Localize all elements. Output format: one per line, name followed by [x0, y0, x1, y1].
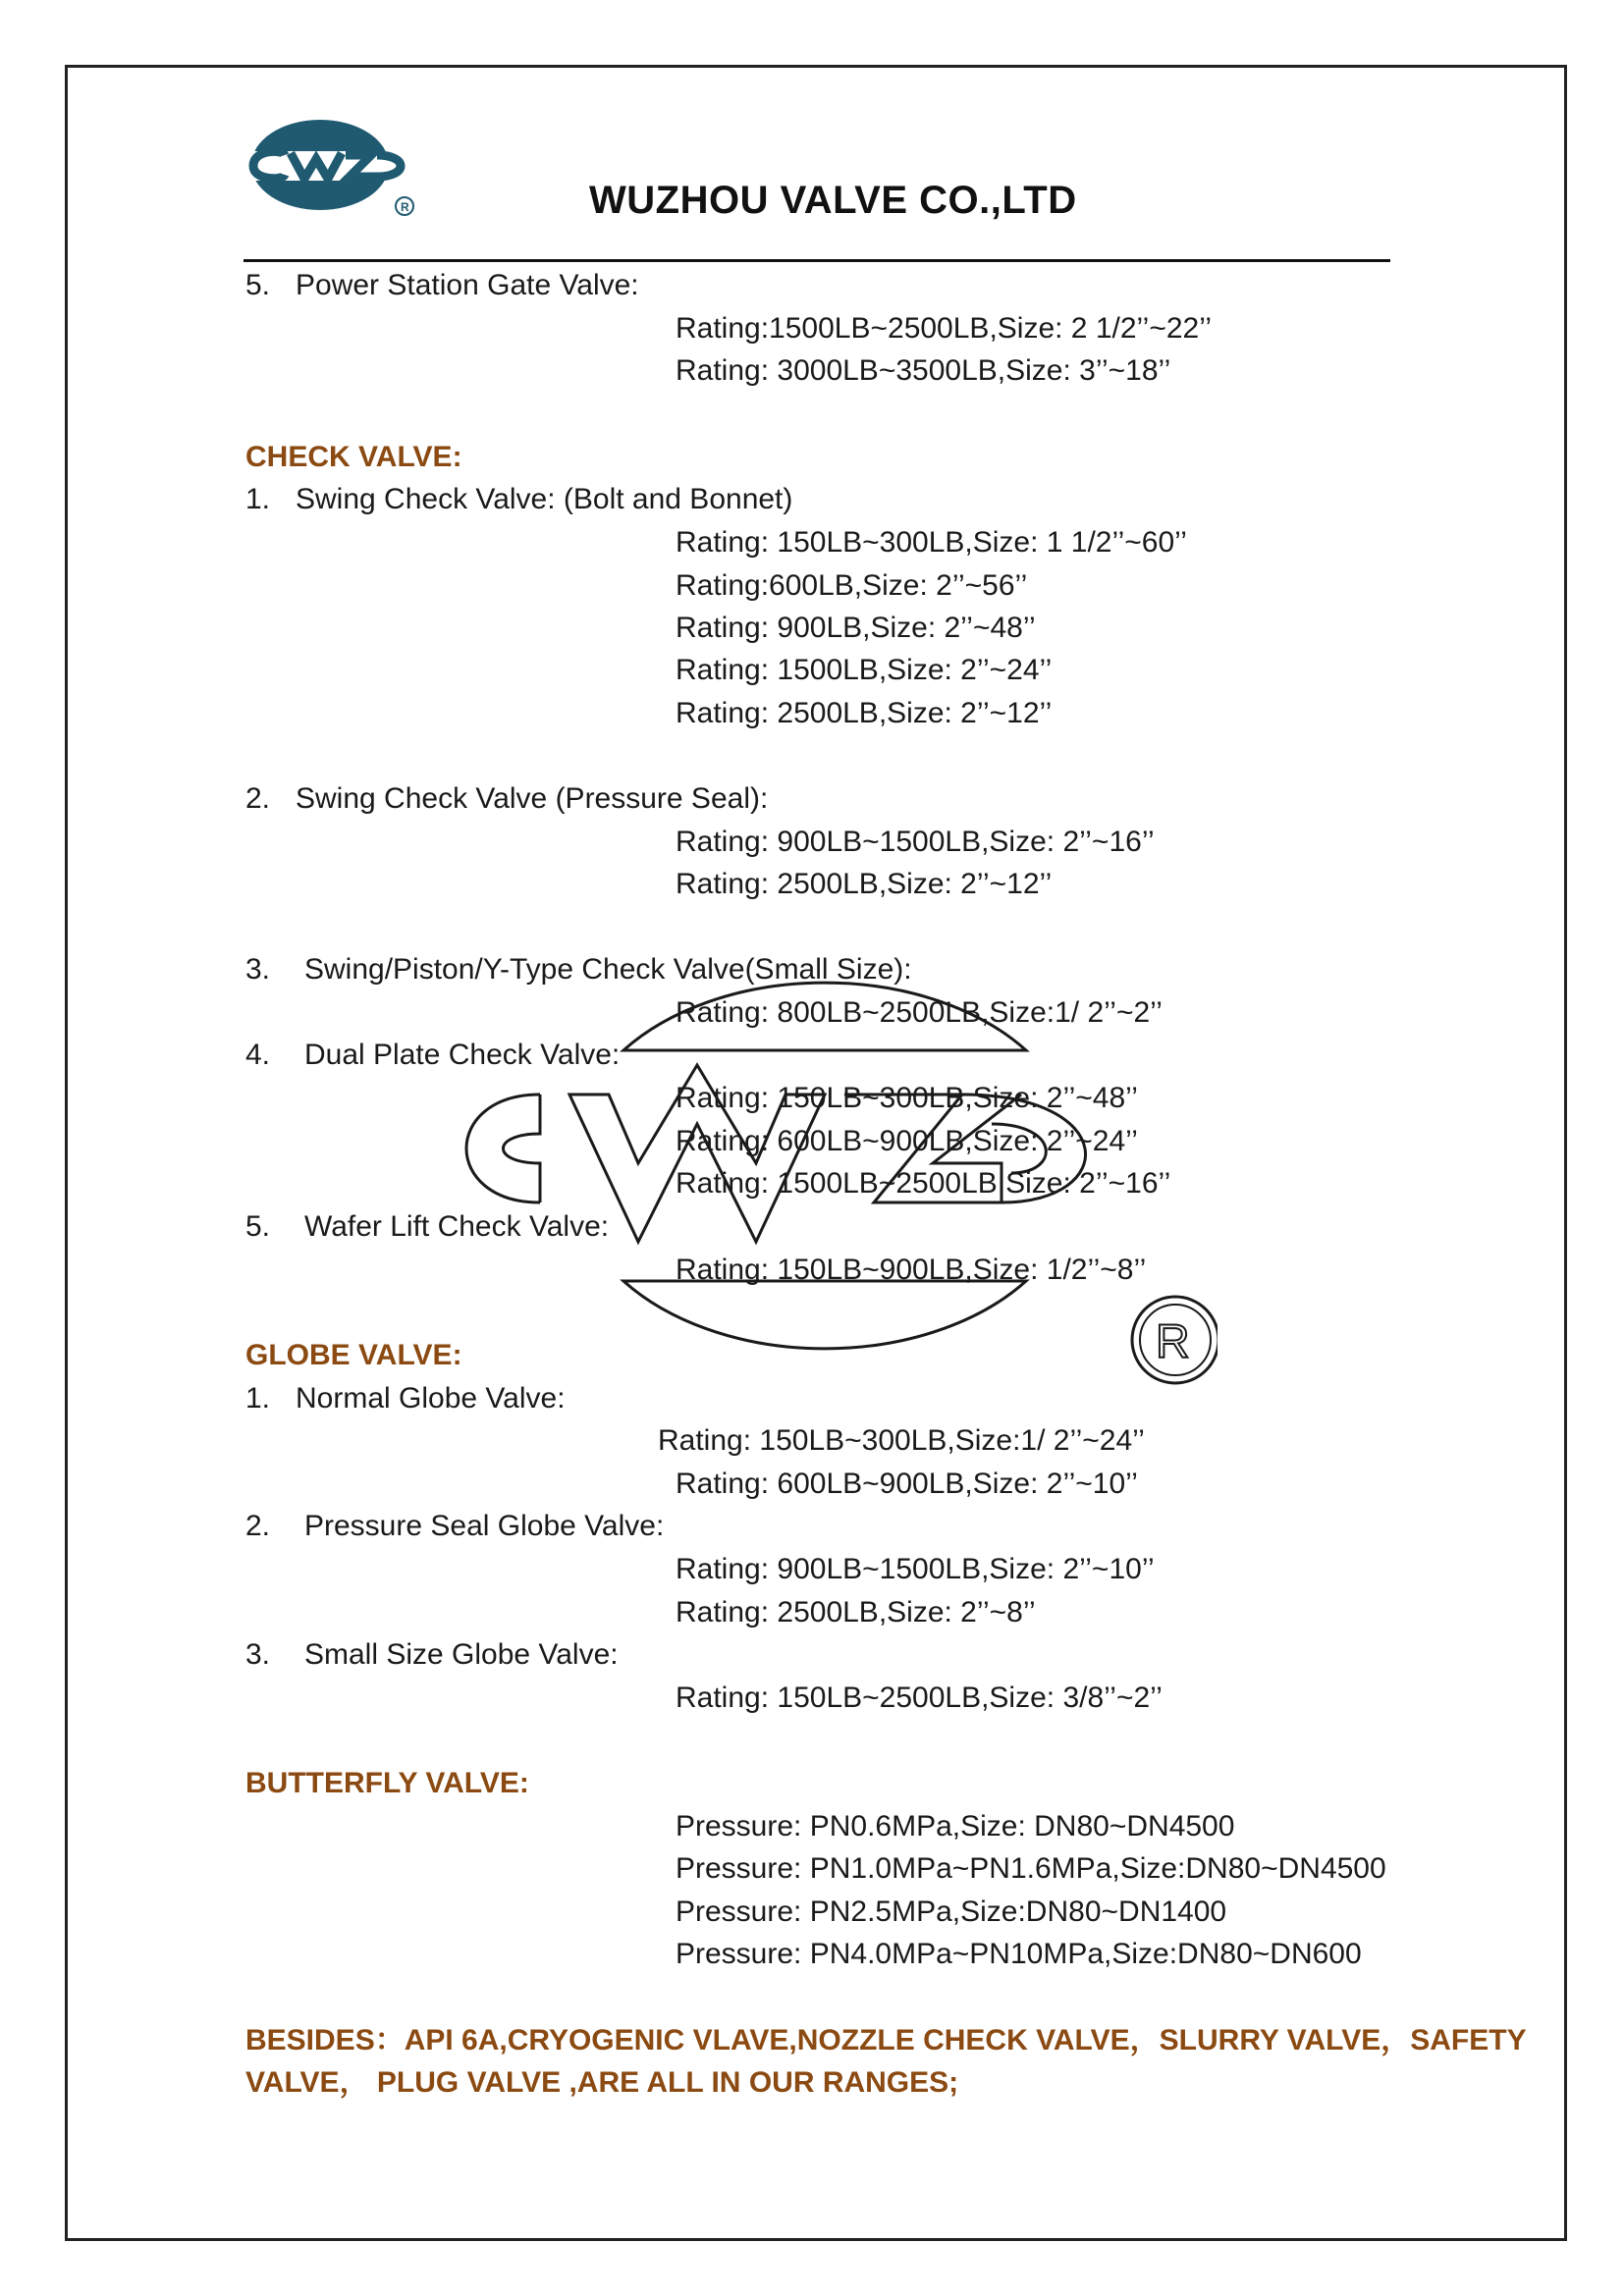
check-valve-heading: CHECK VALVE: [245, 441, 462, 473]
company-name: WUZHOU VALVE CO.,LTD [589, 179, 1077, 222]
pressure-line: Pressure: PN0.6MPa,Size: DN80~DN4500 [676, 1810, 1235, 1842]
globe-item-1-number: 1. [245, 1382, 271, 1415]
check-item-4-title: Dual Plate Check Valve: [304, 1039, 621, 1071]
rating-line: Rating: 600LB~900LB,Size: 2’’~24’’ [676, 1125, 1138, 1157]
pressure-line: Pressure: PN1.0MPa~PN1.6MPa,Size:DN80~DN4500 [676, 1852, 1386, 1885]
rating-line: Rating: 150LB~2500LB,Size: 3/8’’~2’’ [676, 1682, 1163, 1714]
globe-item-3-number: 3. [245, 1638, 271, 1671]
check-item-3-number: 3. [245, 953, 271, 986]
check-item-1-number: 1. [245, 483, 271, 515]
rating-line: Rating: 150LB~900LB,Size: 1/2’’~8’’ [676, 1254, 1147, 1286]
header-rule [244, 259, 1390, 262]
check-item-3-title: Swing/Piston/Y-Type Check Valve(Small Size): [304, 953, 912, 986]
check-item-5-number: 5. [245, 1210, 271, 1243]
butterfly-valve-heading: BUTTERFLY VALVE: [245, 1767, 529, 1799]
rating-line: Rating: 900LB~1500LB,Size: 2’’~10’’ [676, 1553, 1155, 1585]
globe-item-2-title: Pressure Seal Globe Valve: [304, 1510, 665, 1542]
globe-valve-heading: GLOBE VALVE: [245, 1339, 462, 1371]
rating-line: Rating: 150LB~300LB,Size: 2’’~48’’ [676, 1082, 1138, 1114]
besides-line-2: VALVE， PLUG VALVE ,ARE ALL IN OUR RANGES; [245, 2066, 959, 2099]
check-item-5-title: Wafer Lift Check Valve: [304, 1210, 610, 1243]
rating-line: Rating: 2500LB,Size: 2’’~8’’ [676, 1596, 1036, 1629]
rating-line: Rating: 3000LB~3500LB,Size: 3’’~18’’ [676, 354, 1171, 387]
gate-item-5-number: 5. [245, 269, 271, 301]
pressure-line: Pressure: PN2.5MPa,Size:DN80~DN1400 [676, 1896, 1227, 1928]
check-item-2-title: Swing Check Valve (Pressure Seal): [296, 782, 769, 815]
rating-line: Rating: 2500LB,Size: 2’’~12’’ [676, 697, 1053, 729]
globe-item-2-number: 2. [245, 1510, 271, 1542]
rating-line: Rating: 1500LB~2500LB,Size: 2’’~16’’ [676, 1167, 1171, 1200]
globe-item-3-title: Small Size Globe Valve: [304, 1638, 619, 1671]
gate-item-5-title: Power Station Gate Valve: [296, 269, 639, 301]
globe-item-1-title: Normal Globe Valve: [296, 1382, 566, 1415]
rating-line: Rating: 150LB~300LB,Size: 1 1/2’’~60’’ [676, 526, 1187, 559]
rating-line: Rating: 2500LB,Size: 2’’~12’’ [676, 868, 1053, 900]
check-item-1-title: Swing Check Valve: (Bolt and Bonnet) [296, 483, 793, 515]
svg-text:R: R [401, 200, 409, 214]
check-item-2-number: 2. [245, 782, 271, 815]
besides-line-1: BESIDES：API 6A,CRYOGENIC VLAVE,NOZZLE CHECK VALVE，SLURRY VALVE，SAFETY [245, 2024, 1527, 2056]
pressure-line: Pressure: PN4.0MPa~PN10MPa,Size:DN80~DN600 [676, 1938, 1362, 1970]
rating-line: Rating: 800LB~2500LB,Size:1/ 2’’~2’’ [676, 996, 1163, 1029]
company-logo [244, 116, 430, 224]
rating-line: Rating: 150LB~300LB,Size:1/ 2’’~24’’ [658, 1424, 1145, 1457]
rating-line: Rating: 900LB,Size: 2’’~48’’ [676, 612, 1036, 644]
rating-line: Rating: 600LB~900LB,Size: 2’’~10’’ [676, 1468, 1138, 1500]
rating-line: Rating:1500LB~2500LB,Size: 2 1/2’’~22’’ [676, 312, 1212, 345]
check-item-4-number: 4. [245, 1039, 271, 1071]
rating-line: Rating: 1500LB,Size: 2’’~24’’ [676, 654, 1053, 686]
svg-text:R: R [1156, 1316, 1190, 1368]
rating-line: Rating:600LB,Size: 2’’~56’’ [676, 569, 1028, 602]
rating-line: Rating: 900LB~1500LB,Size: 2’’~16’’ [676, 826, 1155, 858]
